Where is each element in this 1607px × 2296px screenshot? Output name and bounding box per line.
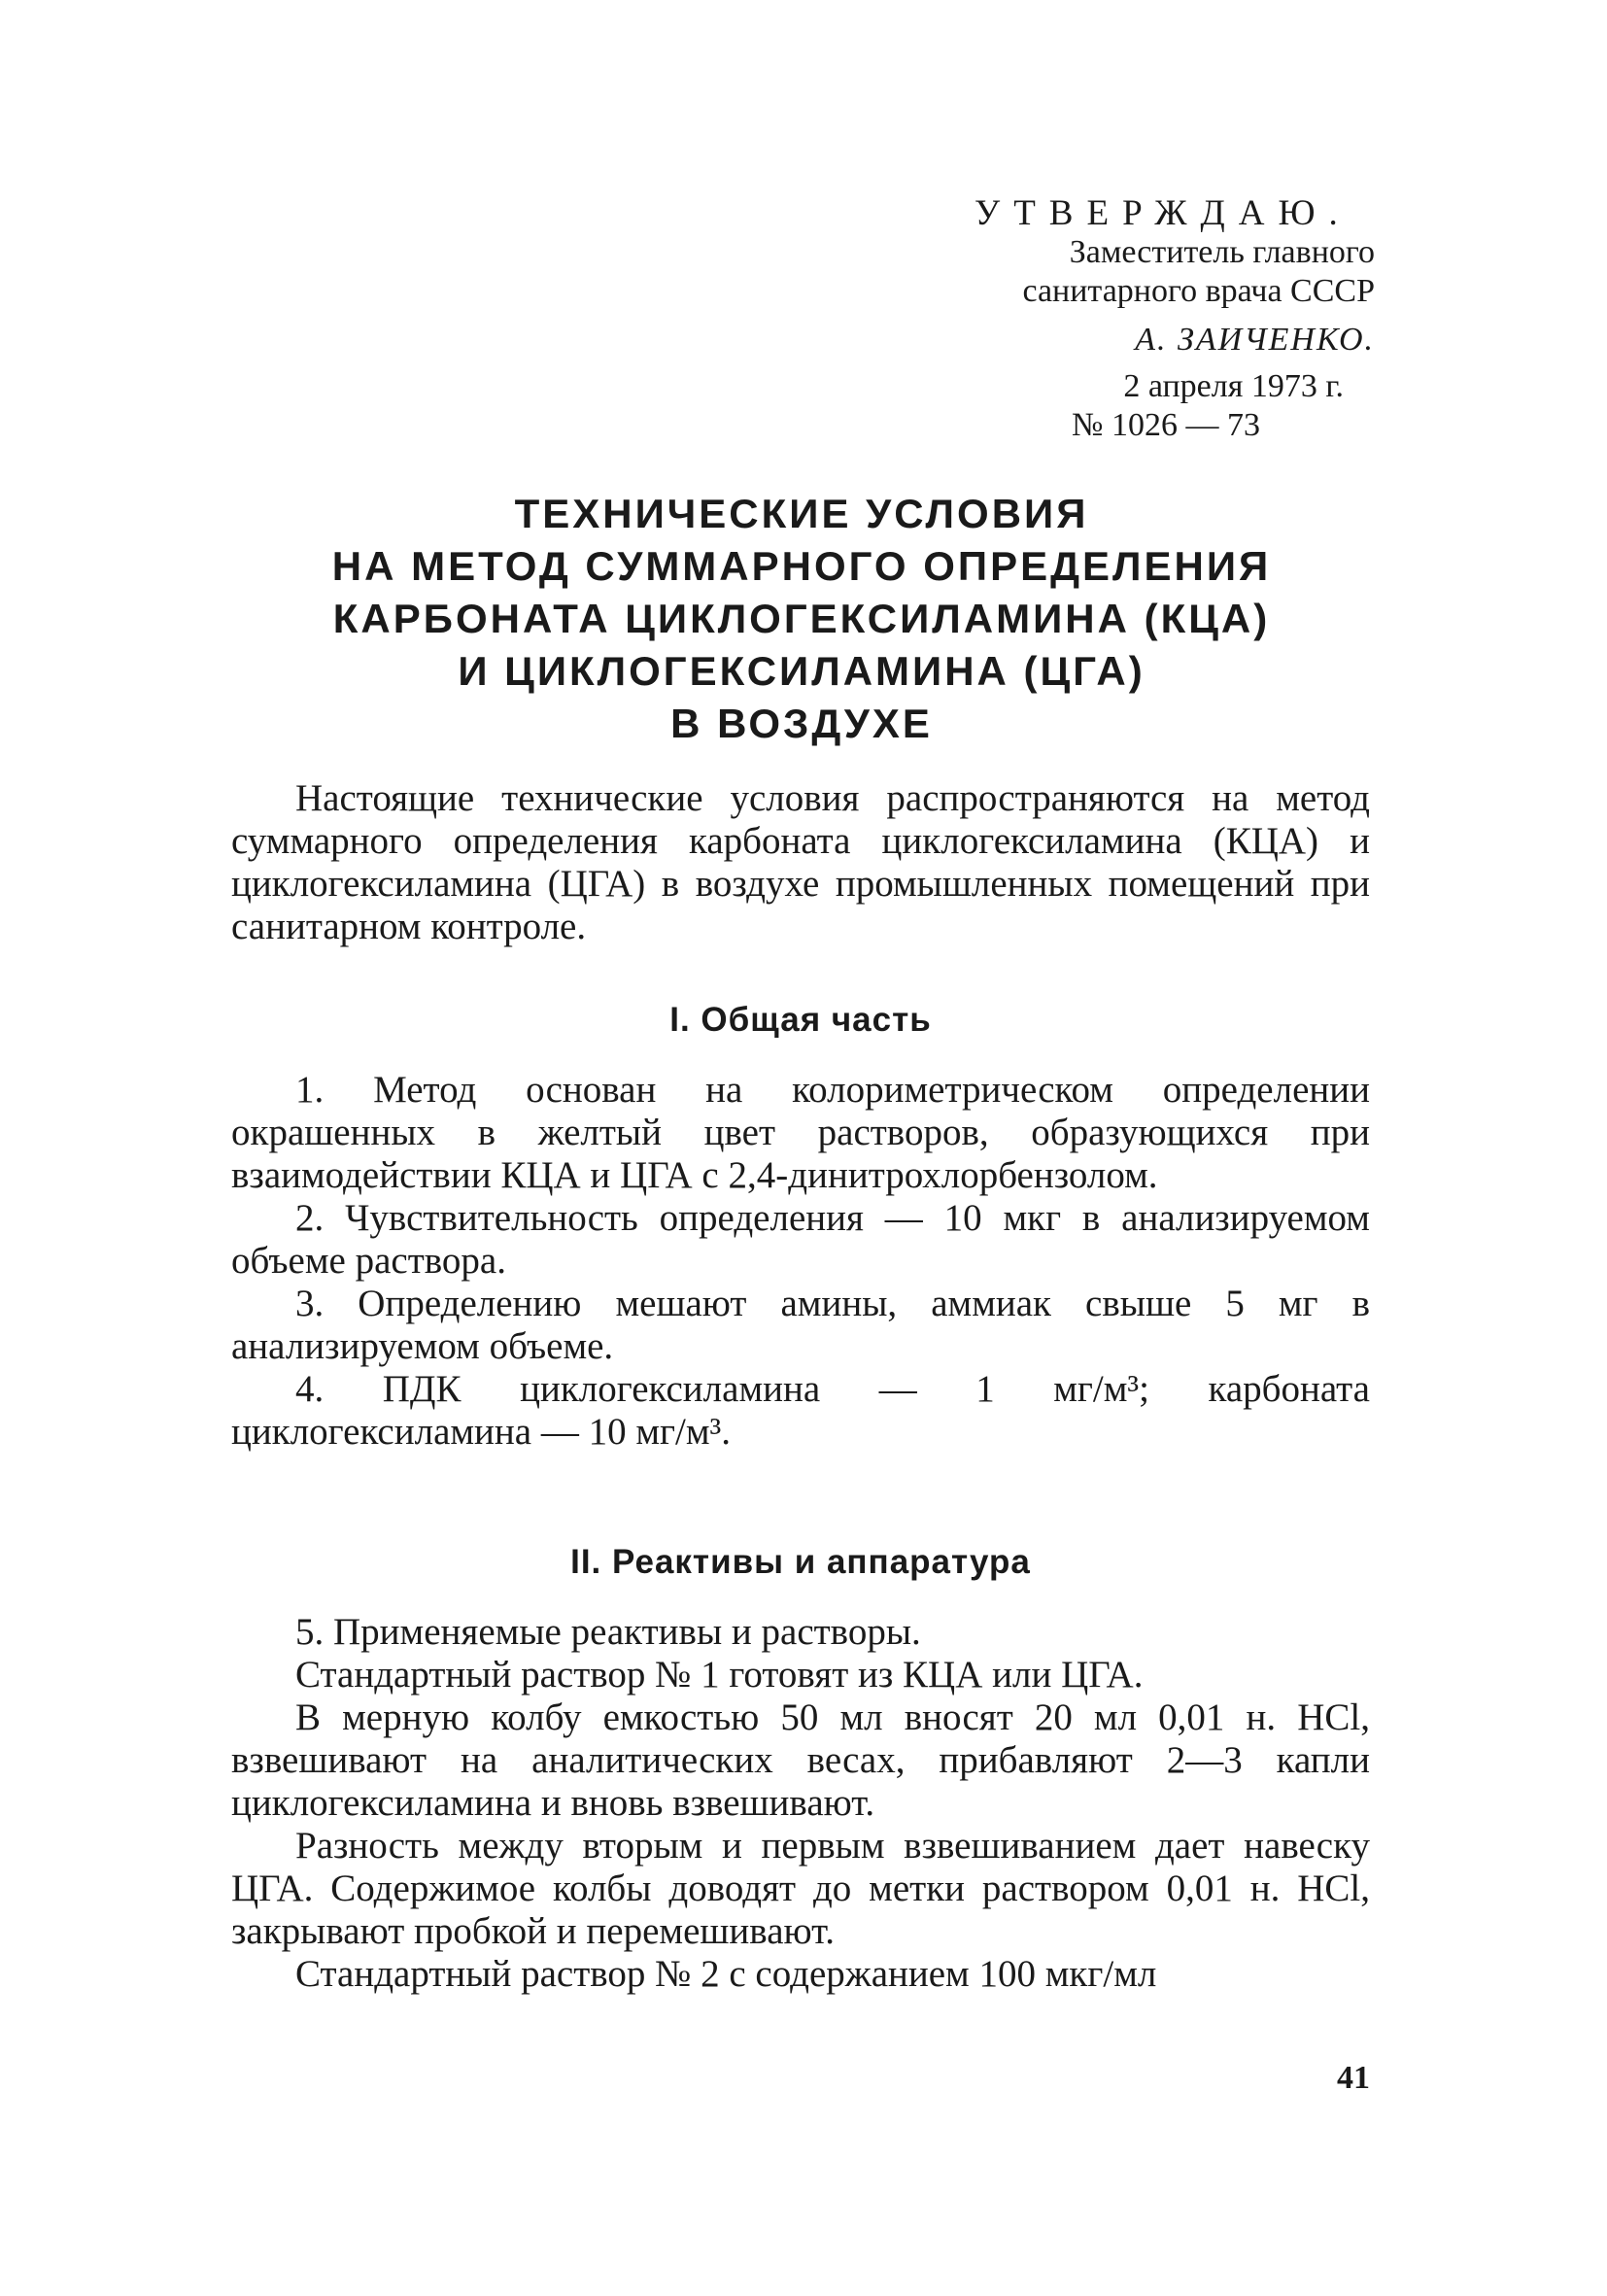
intro-paragraph: Настоящие технические условия распространяются на метод суммарного определения карбоната циклогексиламина (КЦА) и циклогексиламина (ЦГА) в воздухе промышленных помещений при санитарном контроле. [231,777,1370,947]
paragraph-preparation: В мерную колбу емкостью 50 мл вносят 20 мл 0,01 н. HCl, взвешивают на аналитических весах, прибавляют 2—3 капли циклогексиламина и вновь взвешивают. [231,1696,1370,1824]
title-line-5: В ВОЗДУХЕ [670,701,933,746]
section-general-body [231,1069,1370,1454]
approval-date: 2 апреля 1973 г. [1123,368,1344,404]
paragraph-1: 1. Метод основан на колориметрическом определении окрашенных в желтый цвет растворов, образующихся при взаимодействии КЦА и ЦГА с 2,4-динитрохлорбензолом. [231,1069,1370,1196]
title-line-2: НА МЕТОД СУММАРНОГО ОПРЕДЕЛЕНИЯ [331,543,1272,589]
title-line-1: ТЕХНИЧЕСКИЕ УСЛОВИЯ [514,491,1089,536]
approval-block [957,194,1375,445]
document-title [233,488,1370,750]
intro-block [231,777,1370,948]
section-heading-general: I. Общая часть [669,1001,932,1039]
title-line-4: И ЦИКЛОГЕКСИЛАМИНА (ЦГА) [458,648,1145,694]
paragraph-weighing: Разность между вторым и первым взвешиванием дает навеску ЦГА. Содержимое колбы доводят до метки раствором 0,01 н. HCl, закрывают пробкой и перемешивают. [231,1825,1370,1952]
approval-signatory: А. ЗАИЧЕНКО. [1135,322,1375,358]
paragraph-5: 5. Применяемые реактивы и растворы. [295,1611,921,1653]
approval-position-line2: санитарного врача СССР [1022,273,1375,309]
paragraph-3: 3. Определению мешают амины, аммиак свыше 5 мг в анализируемом объеме. [231,1283,1370,1367]
paragraph-4: 4. ПДК циклогексиламина — 1 мг/м³; карбоната циклогексиламина — 10 мг/м³. [231,1368,1370,1453]
page-number: 41 [1337,2060,1370,2096]
paragraph-standard-solution-1: Стандартный раствор № 1 готовят из КЦА или ЦГА. [295,1654,1144,1696]
section-reagents-body [231,1611,1370,1996]
approval-position-line1: Заместитель главного [1069,234,1375,270]
paragraph-2: 2. Чувствительность определения — 10 мкг в анализируемом объеме раствора. [231,1197,1370,1282]
approval-heading: УТВЕРЖДАЮ. [974,193,1351,233]
approval-number: № 1026 — 73 [1072,407,1260,443]
title-line-3: КАРБОНАТА ЦИКЛОГЕКСИЛАМИНА (КЦА) [332,596,1271,641]
paragraph-standard-solution-2: Стандартный раствор № 2 с содержанием 100 мкг/мл [295,1953,1157,1995]
section-heading-reagents: II. Реактивы и аппаратура [570,1543,1031,1581]
